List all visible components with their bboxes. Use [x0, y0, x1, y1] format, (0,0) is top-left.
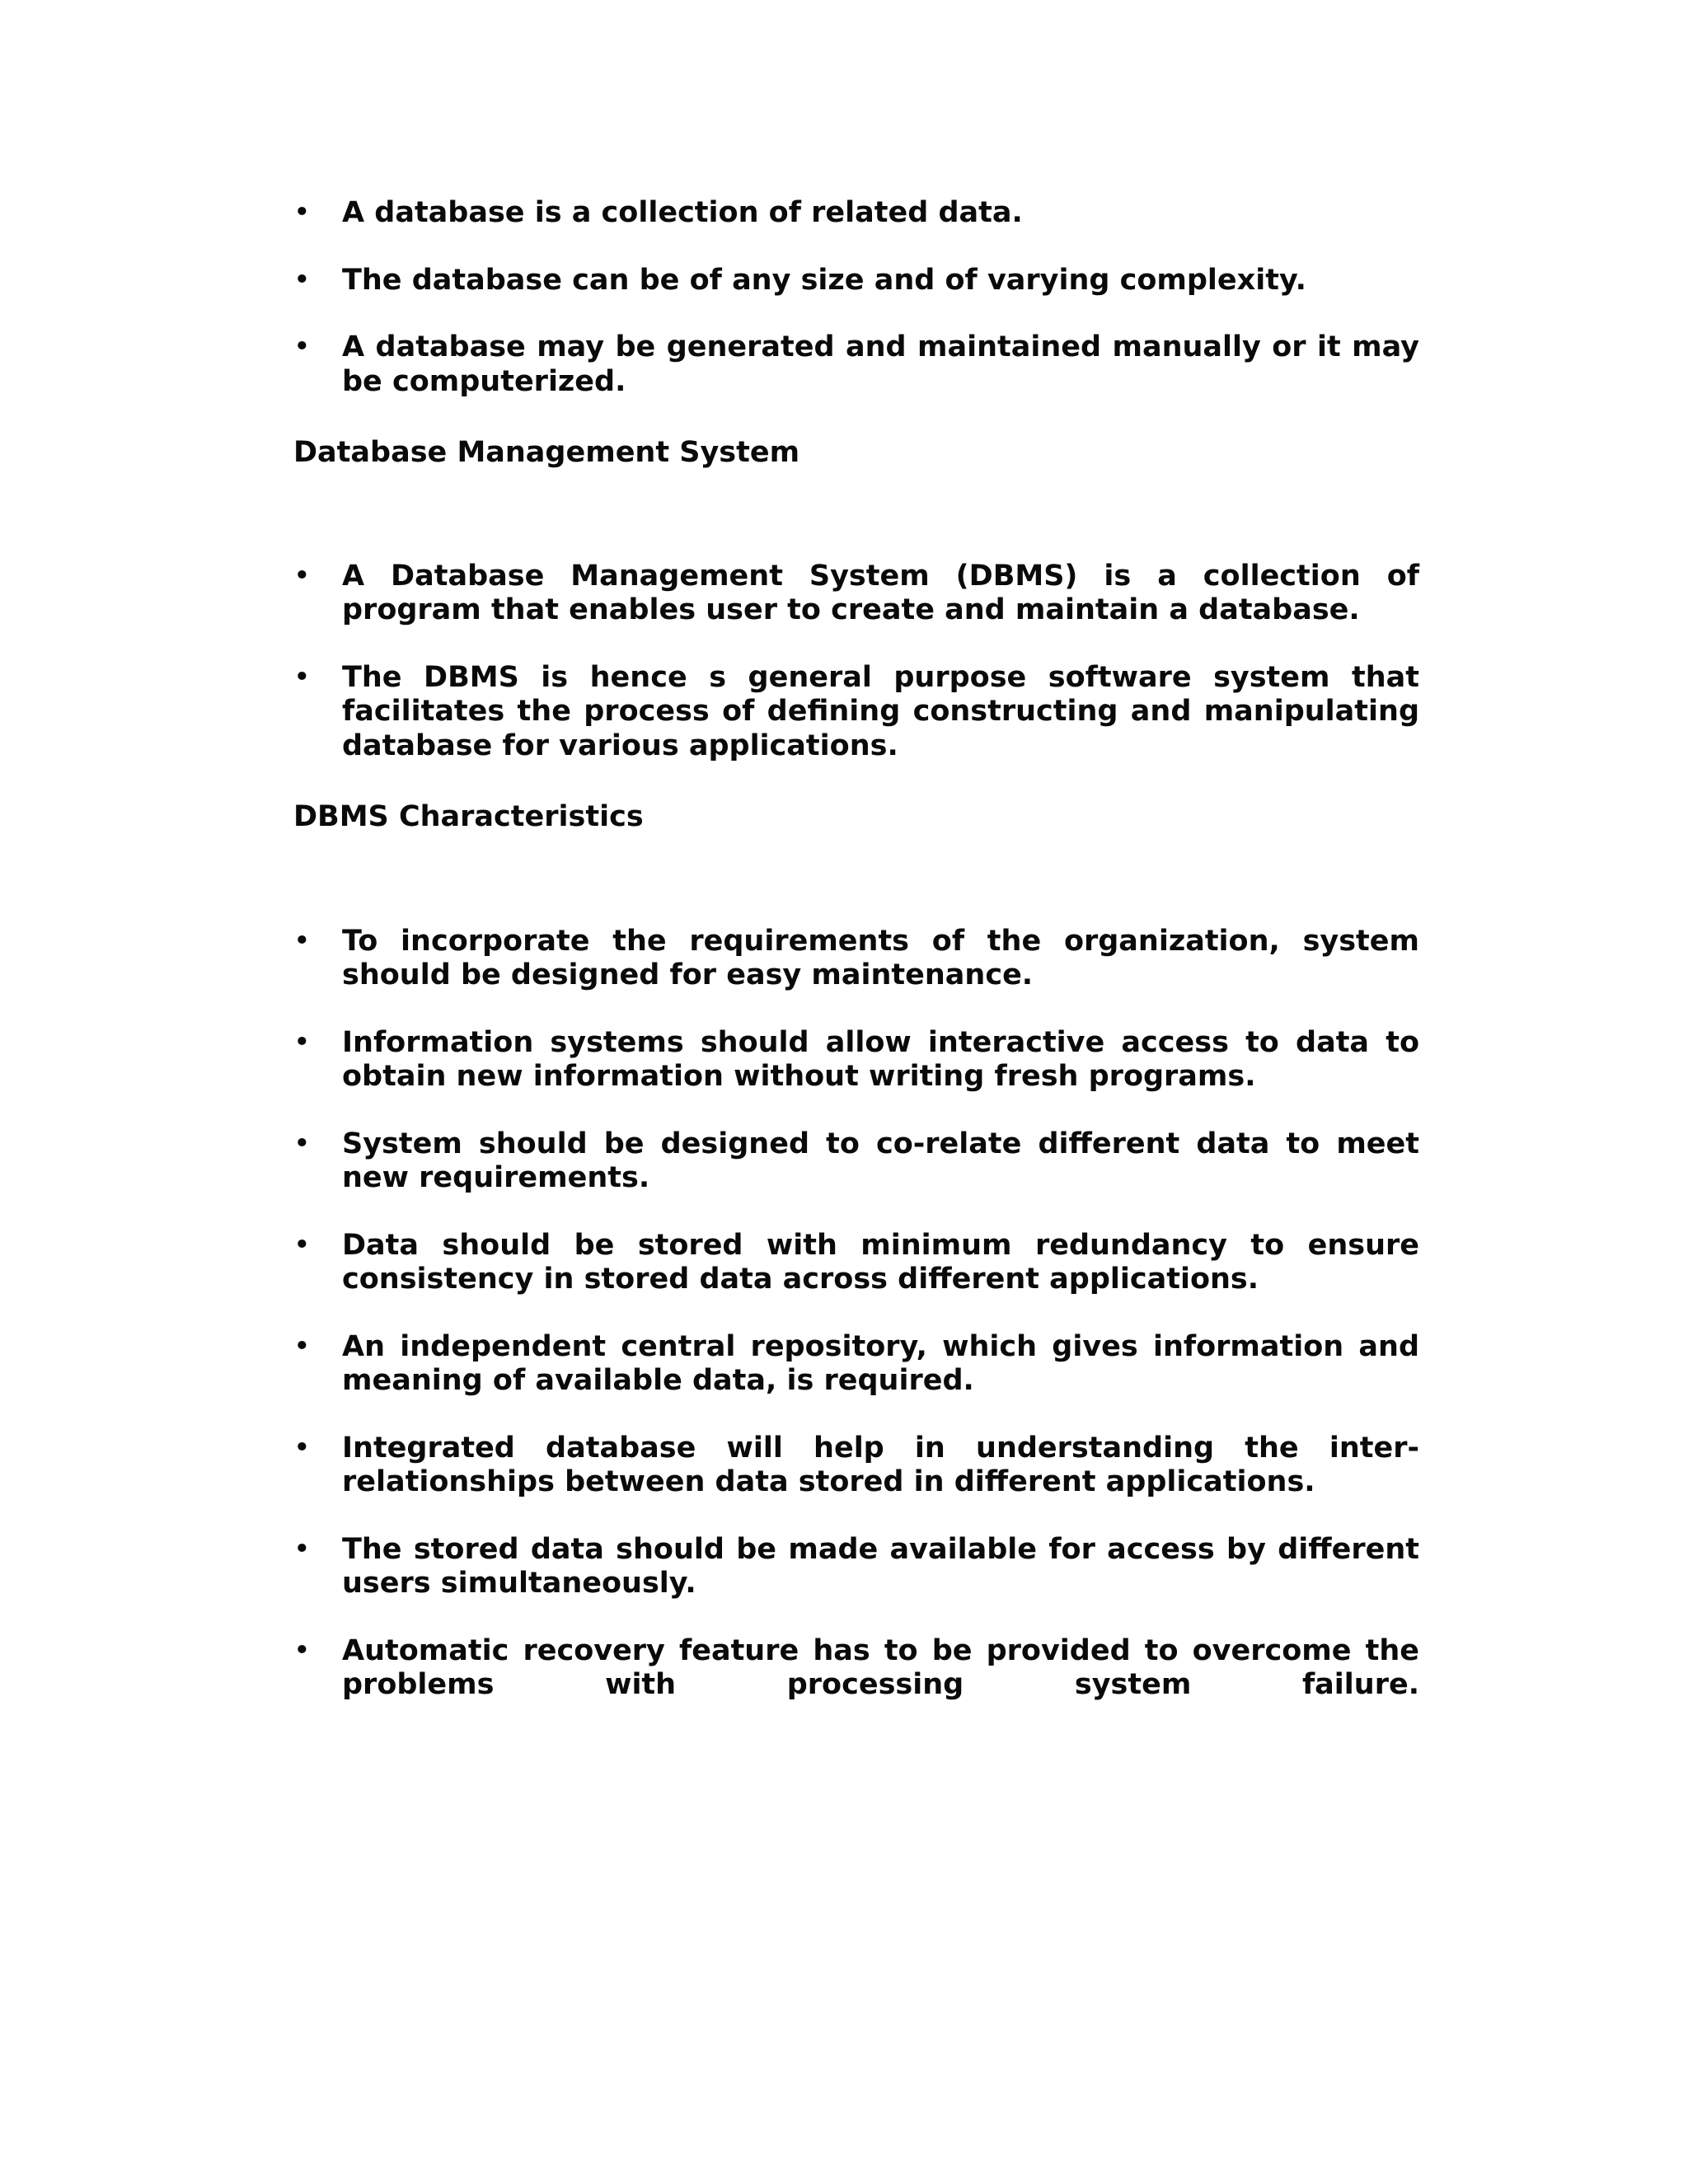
list-item [293, 1026, 1419, 1094]
bullet-icon: • [293, 1431, 311, 1465]
list-item-text: A database is a collection of related data. [342, 196, 1023, 229]
bullet-icon: • [293, 1228, 311, 1262]
list-item [293, 560, 1419, 628]
bullet-icon: • [293, 1329, 311, 1363]
list-item-text: The DBMS is hence s general purpose software system that facilitates the process of defining constructing and manipulating database for various applications. [342, 660, 1419, 762]
bullet-icon: • [293, 1025, 311, 1059]
list-item [293, 925, 1419, 993]
list-item [293, 264, 1419, 298]
bullet-icon: • [293, 559, 311, 593]
list-item [293, 330, 1419, 399]
list-item-text: Integrated database will help in understanding the inter-relationships between data stored in different applications. [342, 1431, 1419, 1498]
list-item-text: A Database Management System (DBMS) is a collection of program that enables user to create and maintain a database. [342, 559, 1419, 626]
bullet-list-characteristics [293, 925, 1419, 1703]
bullet-list-database [293, 196, 1419, 399]
list-item-text: System should be designed to co-relate different data to meet new requirements. [342, 1127, 1419, 1194]
list-item [293, 1229, 1419, 1297]
bullet-icon: • [293, 196, 311, 229]
bullet-icon: • [293, 660, 311, 694]
list-item [293, 661, 1419, 764]
list-item [293, 1432, 1419, 1500]
section-heading-characteristics: DBMS Characteristics [293, 800, 644, 833]
section-heading-dbms: Database Management System [293, 436, 800, 469]
document-page [293, 196, 1419, 1736]
bullet-icon: • [293, 924, 311, 958]
bullet-icon: • [293, 1127, 311, 1160]
list-item-text: Information systems should allow interactive access to data to obtain new information without writing fresh programs. [342, 1025, 1419, 1093]
bullet-icon: • [293, 1532, 311, 1566]
list-item [293, 1330, 1419, 1399]
list-item-text: The database can be of any size and of varying complexity. [342, 263, 1306, 297]
bullet-icon: • [293, 330, 311, 363]
list-item-text: Data should be stored with minimum redundancy to ensure consistency in stored data across different applications. [342, 1228, 1419, 1296]
list-item [293, 1127, 1419, 1196]
list-item-text: A database may be generated and maintained manually or it may be computerized. [342, 330, 1419, 398]
list-item-text: An independent central repository, which gives information and meaning of available data, is required. [342, 1329, 1419, 1397]
list-item [293, 196, 1419, 231]
list-item-text: Automatic recovery feature has to be provided to overcome the problems with processing system failure. [342, 1633, 1419, 1701]
bullet-icon: • [293, 263, 311, 297]
list-item [293, 1533, 1419, 1601]
bullet-list-dbms [293, 560, 1419, 764]
list-item-text: The stored data should be made available for access by different users simultaneously. [342, 1532, 1419, 1600]
bullet-icon: • [293, 1633, 311, 1667]
list-item-text: To incorporate the requirements of the organization, system should be designed for easy maintenance. [342, 924, 1419, 991]
list-item [293, 1634, 1419, 1703]
